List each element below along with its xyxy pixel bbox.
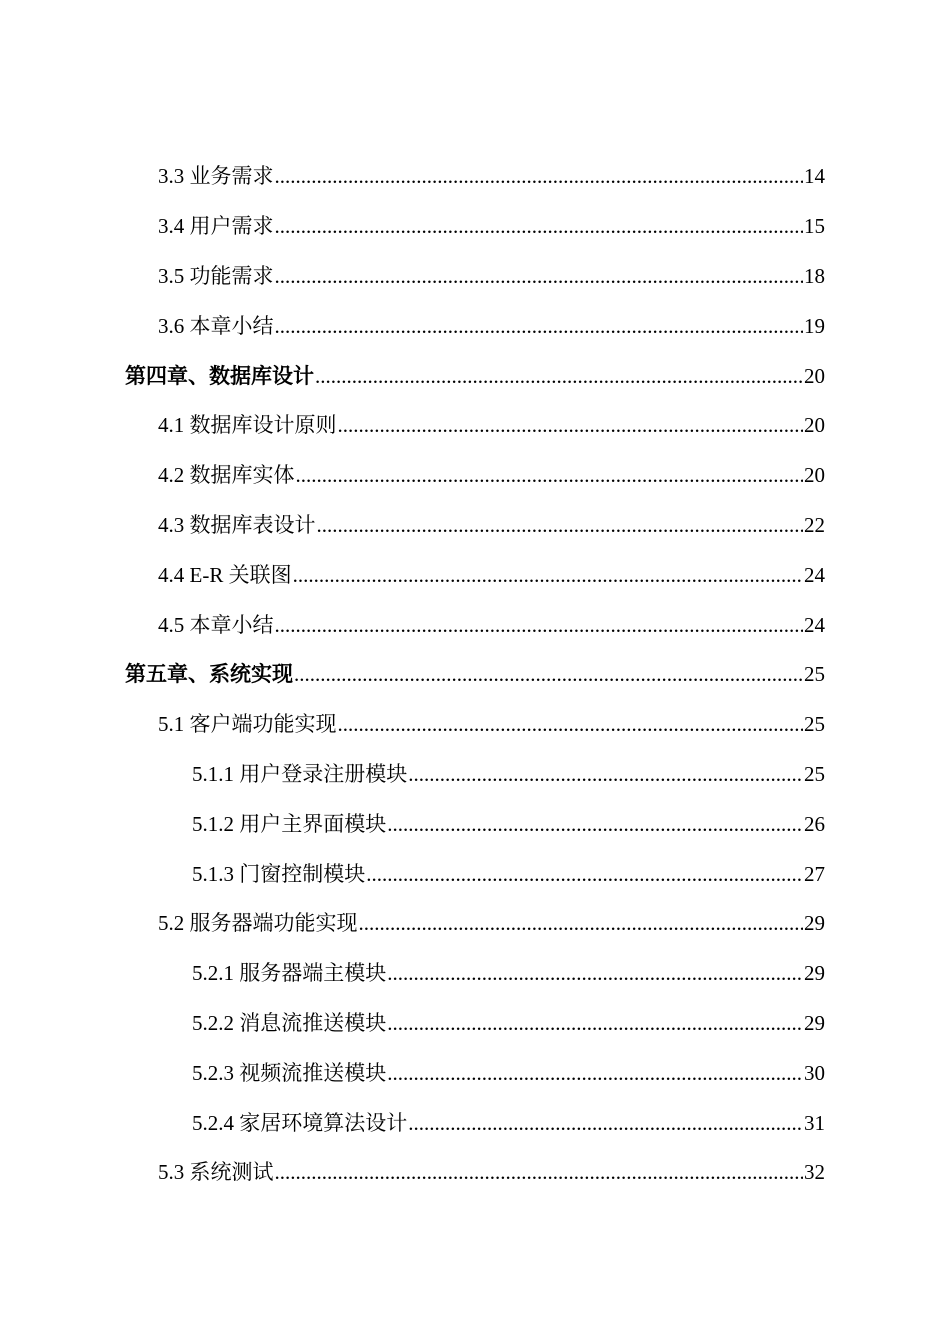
toc-leader-dots <box>275 615 804 636</box>
toc-entry-page: 20 <box>804 463 825 488</box>
toc-entry-label: 3.3 业务需求 <box>158 164 274 189</box>
toc-leader-dots <box>293 565 803 586</box>
toc-subsection-entry[interactable] <box>0 949 950 999</box>
toc-entry-label: 4.5 本章小结 <box>158 612 274 637</box>
toc-subsection-entry[interactable] <box>0 1098 950 1148</box>
toc-entry[interactable] <box>0 301 950 351</box>
toc-entry-page: 30 <box>804 1060 825 1085</box>
toc-entry-page: 19 <box>804 313 825 338</box>
toc-chapter-entry[interactable] <box>0 351 950 401</box>
toc-entry-label: 3.6 本章小结 <box>158 313 274 338</box>
toc-subsection-entry[interactable] <box>0 799 950 849</box>
toc-entry-page: 15 <box>804 214 825 239</box>
toc-leader-dots <box>408 1113 803 1134</box>
toc-entry-page: 26 <box>804 811 825 836</box>
toc-entry-page: 24 <box>804 562 825 587</box>
toc-entry-label: 3.4 用户需求 <box>158 214 274 239</box>
toc-entry-label: 5.3 系统测试 <box>158 1160 274 1185</box>
toc-entry-page: 29 <box>804 1010 825 1035</box>
toc-leader-dots <box>294 664 803 685</box>
toc-entry-label: 5.1.3 门窗控制模块 <box>192 861 366 886</box>
toc-entry-page: 20 <box>804 413 825 438</box>
toc-entry-page: 20 <box>804 363 825 388</box>
toc-entry-label: 3.5 功能需求 <box>158 263 274 288</box>
toc-entry-page: 25 <box>804 761 825 786</box>
toc-entry[interactable] <box>0 899 950 949</box>
toc-chapter-entry[interactable] <box>0 650 950 700</box>
toc-entry-label: 4.3 数据库表设计 <box>158 512 316 537</box>
toc-subsection-entry[interactable] <box>0 1048 950 1098</box>
toc-entry[interactable] <box>0 501 950 551</box>
toc-leader-dots <box>408 764 803 785</box>
toc-leader-dots <box>275 166 804 187</box>
toc-entry-label: 5.1 客户端功能实现 <box>158 712 337 737</box>
toc-entry-page: 29 <box>804 961 825 986</box>
toc-chapter-label: 第四章、数据库设计 <box>125 363 314 388</box>
toc-leader-dots <box>315 366 803 387</box>
toc-chapter-label: 第五章、系统实现 <box>125 662 293 687</box>
toc-entry-page: 31 <box>804 1110 825 1135</box>
toc-entry-page: 25 <box>804 712 825 737</box>
toc-subsection-entry[interactable] <box>0 849 950 899</box>
toc-entry[interactable] <box>0 600 950 650</box>
toc-entry[interactable] <box>0 252 950 302</box>
toc-subsection-entry[interactable] <box>0 750 950 800</box>
toc-leader-dots <box>317 515 804 536</box>
toc-entry-label: 4.1 数据库设计原则 <box>158 413 337 438</box>
toc-entry[interactable] <box>0 1148 950 1198</box>
toc-entry-label: 5.2.2 消息流推送模块 <box>192 1010 387 1035</box>
toc-leader-dots <box>296 465 804 486</box>
toc-entry-page: 24 <box>804 612 825 637</box>
toc-entry-page: 22 <box>804 512 825 537</box>
toc-leader-dots <box>366 864 803 885</box>
toc-entry-label: 4.2 数据库实体 <box>158 463 295 488</box>
toc-entry-label: 5.1.1 用户登录注册模块 <box>192 761 408 786</box>
toc-entry-page: 27 <box>804 861 825 886</box>
toc-leader-dots <box>387 1013 803 1034</box>
toc-entry[interactable] <box>0 550 950 600</box>
toc-entry[interactable] <box>0 451 950 501</box>
toc-leader-dots <box>275 216 804 237</box>
toc-entry-page: 32 <box>804 1160 825 1185</box>
toc-entry[interactable] <box>0 202 950 252</box>
toc-leader-dots <box>275 1162 804 1183</box>
toc-subsection-entry[interactable] <box>0 999 950 1049</box>
toc-leader-dots <box>387 1063 803 1084</box>
toc-leader-dots <box>338 415 804 436</box>
toc-leader-dots <box>338 714 804 735</box>
toc-entry[interactable] <box>0 700 950 750</box>
toc-entry-label: 5.2.4 家居环境算法设计 <box>192 1110 408 1135</box>
toc-entry-page: 18 <box>804 263 825 288</box>
toc-leader-dots <box>387 814 803 835</box>
toc-entry-label: 5.2 服务器端功能实现 <box>158 911 358 936</box>
toc-leader-dots <box>359 913 804 934</box>
toc-leader-dots <box>275 316 804 337</box>
toc-entry-label: 5.2.1 服务器端主模块 <box>192 961 387 986</box>
toc-entry[interactable] <box>0 401 950 451</box>
toc-entry[interactable] <box>0 152 950 202</box>
toc-leader-dots <box>275 266 804 287</box>
toc-entry-label: 5.1.2 用户主界面模块 <box>192 811 387 836</box>
toc-entry-label: 4.4 E-R 关联图 <box>158 562 292 587</box>
toc-entry-page: 25 <box>804 662 825 687</box>
table-of-contents <box>0 152 950 1198</box>
toc-leader-dots <box>387 963 803 984</box>
toc-entry-label: 5.2.3 视频流推送模块 <box>192 1060 387 1085</box>
toc-entry-page: 14 <box>804 164 825 189</box>
toc-entry-page: 29 <box>804 911 825 936</box>
